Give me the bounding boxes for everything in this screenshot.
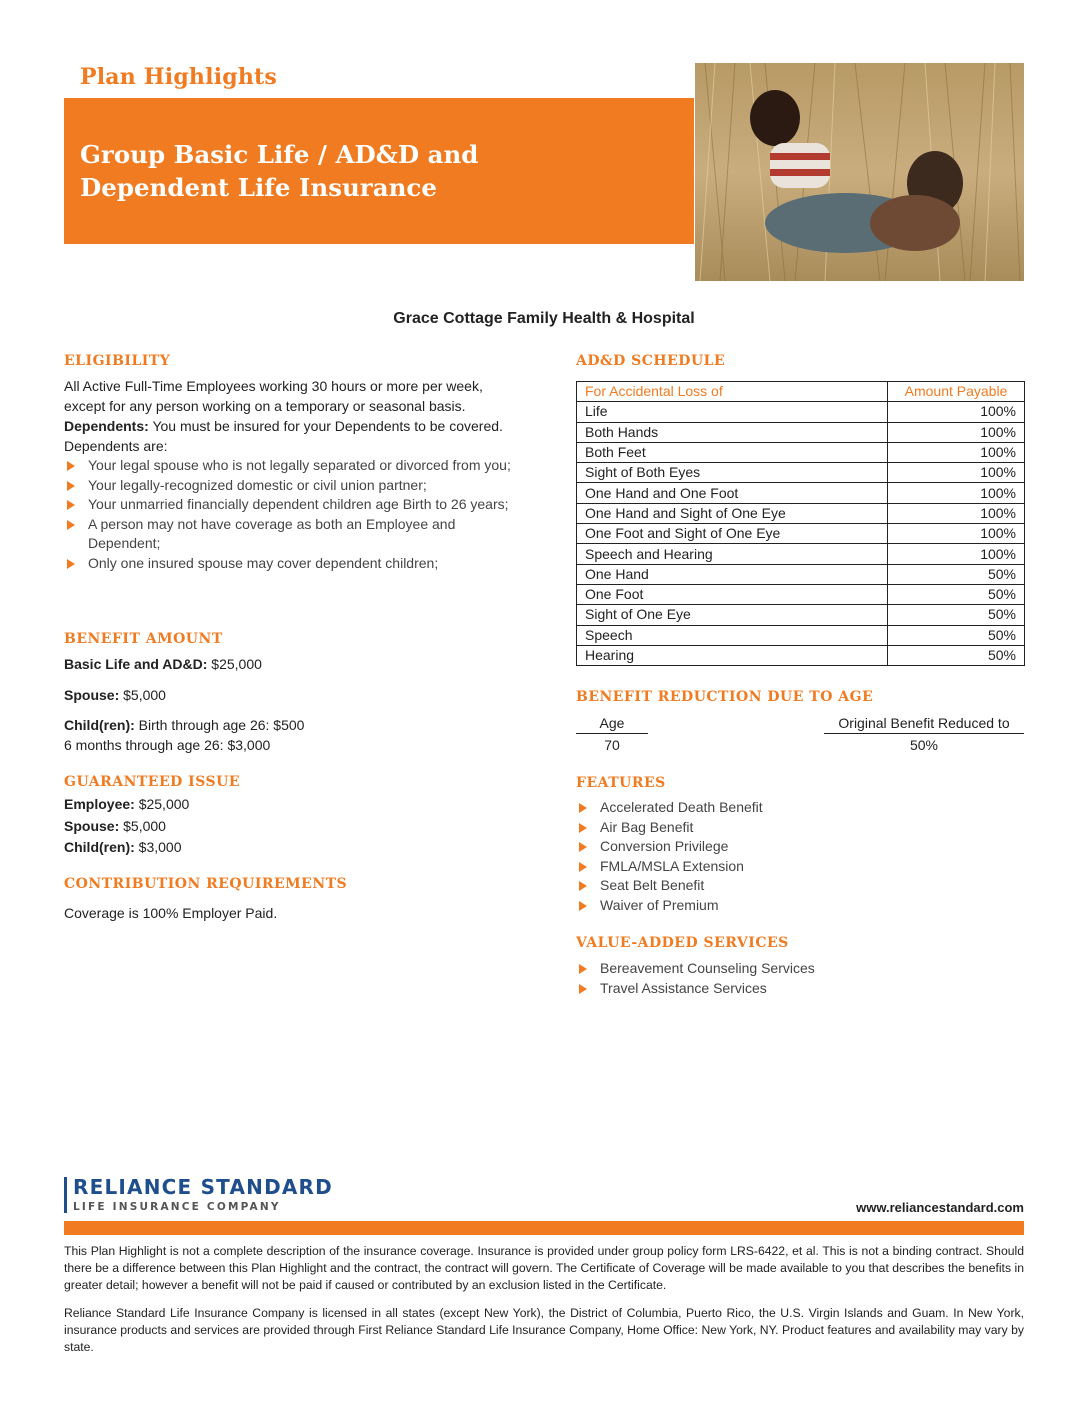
reduction-heading: BENEFIT REDUCTION DUE TO AGE <box>576 689 874 705</box>
table-row: One Foot 50% <box>577 584 1025 604</box>
footer-divider <box>64 1221 1024 1235</box>
list-item: Waiver of Premium <box>576 896 763 916</box>
bullet-arrow-icon <box>67 559 75 569</box>
list-item: Travel Assistance Services <box>576 979 815 999</box>
table-header-row <box>577 382 1025 402</box>
bullet-arrow-icon <box>579 901 587 911</box>
table-row: Sight of One Eye 50% <box>577 605 1025 625</box>
table-row: One Foot and Sight of One Eye 100% <box>577 524 1025 544</box>
reduction-benefit-value: 50% <box>909 737 939 753</box>
table-row: Both Feet 100% <box>577 442 1025 462</box>
reduction-age-value: 70 <box>604 737 620 753</box>
dependents-list <box>64 456 514 573</box>
list-item: Your legally-recognized domestic or civil union partner; <box>64 476 514 496</box>
list-item: Your unmarried financially dependent children age Birth to 26 years; <box>64 495 514 515</box>
bullet-arrow-icon <box>67 500 75 510</box>
add-schedule-heading: AD&D SCHEDULE <box>576 353 726 369</box>
contribution-text: Coverage is 100% Employer Paid. <box>64 905 278 921</box>
eligibility-heading: ELIGIBILITY <box>64 353 171 369</box>
list-item: Seat Belt Benefit <box>576 876 763 896</box>
table-row: One Hand and Sight of One Eye 100% <box>577 503 1025 523</box>
benefit-amount-heading: BENEFIT AMOUNT <box>64 631 223 647</box>
bullet-arrow-icon <box>579 862 587 872</box>
value-added-list <box>576 959 815 998</box>
logo-bar <box>64 1177 67 1213</box>
logo-main: RELIANCE STANDARD <box>73 1175 333 1199</box>
features-list <box>576 798 763 915</box>
table-row: Both Hands 100% <box>577 422 1025 442</box>
bullet-arrow-icon <box>579 823 587 833</box>
spouse-benefit: Spouse: $5,000 <box>64 687 166 703</box>
guaranteed-issue-section <box>64 794 189 859</box>
dependents-label: Dependents: <box>64 418 149 434</box>
child-benefit: Child(ren): Birth through age 26: $500 6 months through age 26: $3,000 <box>64 717 305 753</box>
table-row: Sight of Both Eyes 100% <box>577 463 1025 483</box>
plan-highlights-label: Plan Highlights <box>80 64 277 90</box>
list-item: Only one insured spouse may cover dependent children; <box>64 554 514 574</box>
title-banner <box>64 98 694 244</box>
table-row: Life 100% <box>577 402 1025 422</box>
bullet-arrow-icon <box>579 842 587 852</box>
basic-benefit: Basic Life and AD&D: $25,000 <box>64 656 262 672</box>
add-schedule-table-wrap <box>576 381 1025 666</box>
add-schedule-table <box>576 381 1025 666</box>
list-item: Your legal spouse who is not legally separated or divorced from you; <box>64 456 514 476</box>
eligibility-intro: All Active Full-Time Employees working 30 hours or more per week, except for any person working on a temporary or seasonal basis. <box>64 378 483 414</box>
disclaimer-2: Reliance Standard Life Insurance Company is licensed in all states (except New York), the District of Columbia, Puerto Rico, the U.S. Virgin Islands and Guam. In New York, insurance products and services are provided through First Reliance Standard Life Insurance Company, Home Office: New York, NY. Product features and availability may vary by state. <box>64 1306 1024 1354</box>
list-item: Conversion Privilege <box>576 837 763 857</box>
guaranteed-issue-heading: GUARANTEED ISSUE <box>64 774 241 790</box>
column-header-loss: For Accidental Loss of <box>577 382 888 402</box>
table-row: Speech and Hearing 100% <box>577 544 1025 564</box>
bullet-arrow-icon <box>67 481 75 491</box>
reduction-benefit-header: Original Benefit Reduced to <box>824 713 1024 734</box>
contribution-heading: CONTRIBUTION REQUIREMENTS <box>64 876 348 892</box>
dependents-paragraph <box>64 416 514 456</box>
table-row: One Hand 50% <box>577 564 1025 584</box>
page-title <box>80 138 478 204</box>
column-header-amount: Amount Payable <box>888 382 1025 402</box>
dependents-text: You must be insured for your Dependents to be covered. Dependents are: <box>64 418 503 454</box>
bullet-arrow-icon <box>579 984 587 994</box>
page-title-line2: Dependent Life Insurance <box>80 173 437 202</box>
list-item: FMLA/MSLA Extension <box>576 857 763 877</box>
table-row: Speech 50% <box>577 625 1025 645</box>
list-item: Accelerated Death Benefit <box>576 798 763 818</box>
list-item: Bereavement Counseling Services <box>576 959 815 979</box>
page-title-line1: Group Basic Life / AD&D and <box>80 140 479 169</box>
reduction-age-header: Age <box>576 713 648 734</box>
bullet-arrow-icon <box>67 520 75 530</box>
gi-child: Child(ren): $3,000 <box>64 839 182 855</box>
family-photo-image <box>695 63 1024 281</box>
logo-sub: LIFE INSURANCE COMPANY <box>73 1201 281 1213</box>
company-name: Grace Cottage Family Health & Hospital <box>393 310 695 327</box>
features-heading: FEATURES <box>576 775 666 791</box>
eligibility-section <box>64 376 514 573</box>
gi-employee: Employee: $25,000 <box>64 796 190 812</box>
disclaimer-1: This Plan Highlight is not a complete description of the insurance coverage. Insurance is provided under group policy form LRS-6422, et al. This is not a binding contract. Should there be a difference between this Plan Highlight and the contract, the contract will govern. The Certificate of Coverage will be made available to you that describes the benefits in greater detail; however a benefit will not be paid if caused or contributed by an exclusion listed in the Certificate. <box>64 1244 1024 1292</box>
list-item: A person may not have coverage as both an Employee and Dependent; <box>64 515 514 554</box>
list-item: Air Bag Benefit <box>576 818 763 838</box>
bullet-arrow-icon <box>579 964 587 974</box>
gi-spouse: Spouse: $5,000 <box>64 817 166 834</box>
bullet-arrow-icon <box>579 881 587 891</box>
table-row: One Hand and One Foot 100% <box>577 483 1025 503</box>
website-link[interactable]: www.reliancestandard.com <box>856 1200 1024 1215</box>
bullet-arrow-icon <box>579 803 587 813</box>
table-row: Hearing 50% <box>577 645 1025 665</box>
value-added-heading: VALUE-ADDED SERVICES <box>576 935 789 951</box>
bullet-arrow-icon <box>67 461 75 471</box>
family-photo <box>695 63 1024 281</box>
